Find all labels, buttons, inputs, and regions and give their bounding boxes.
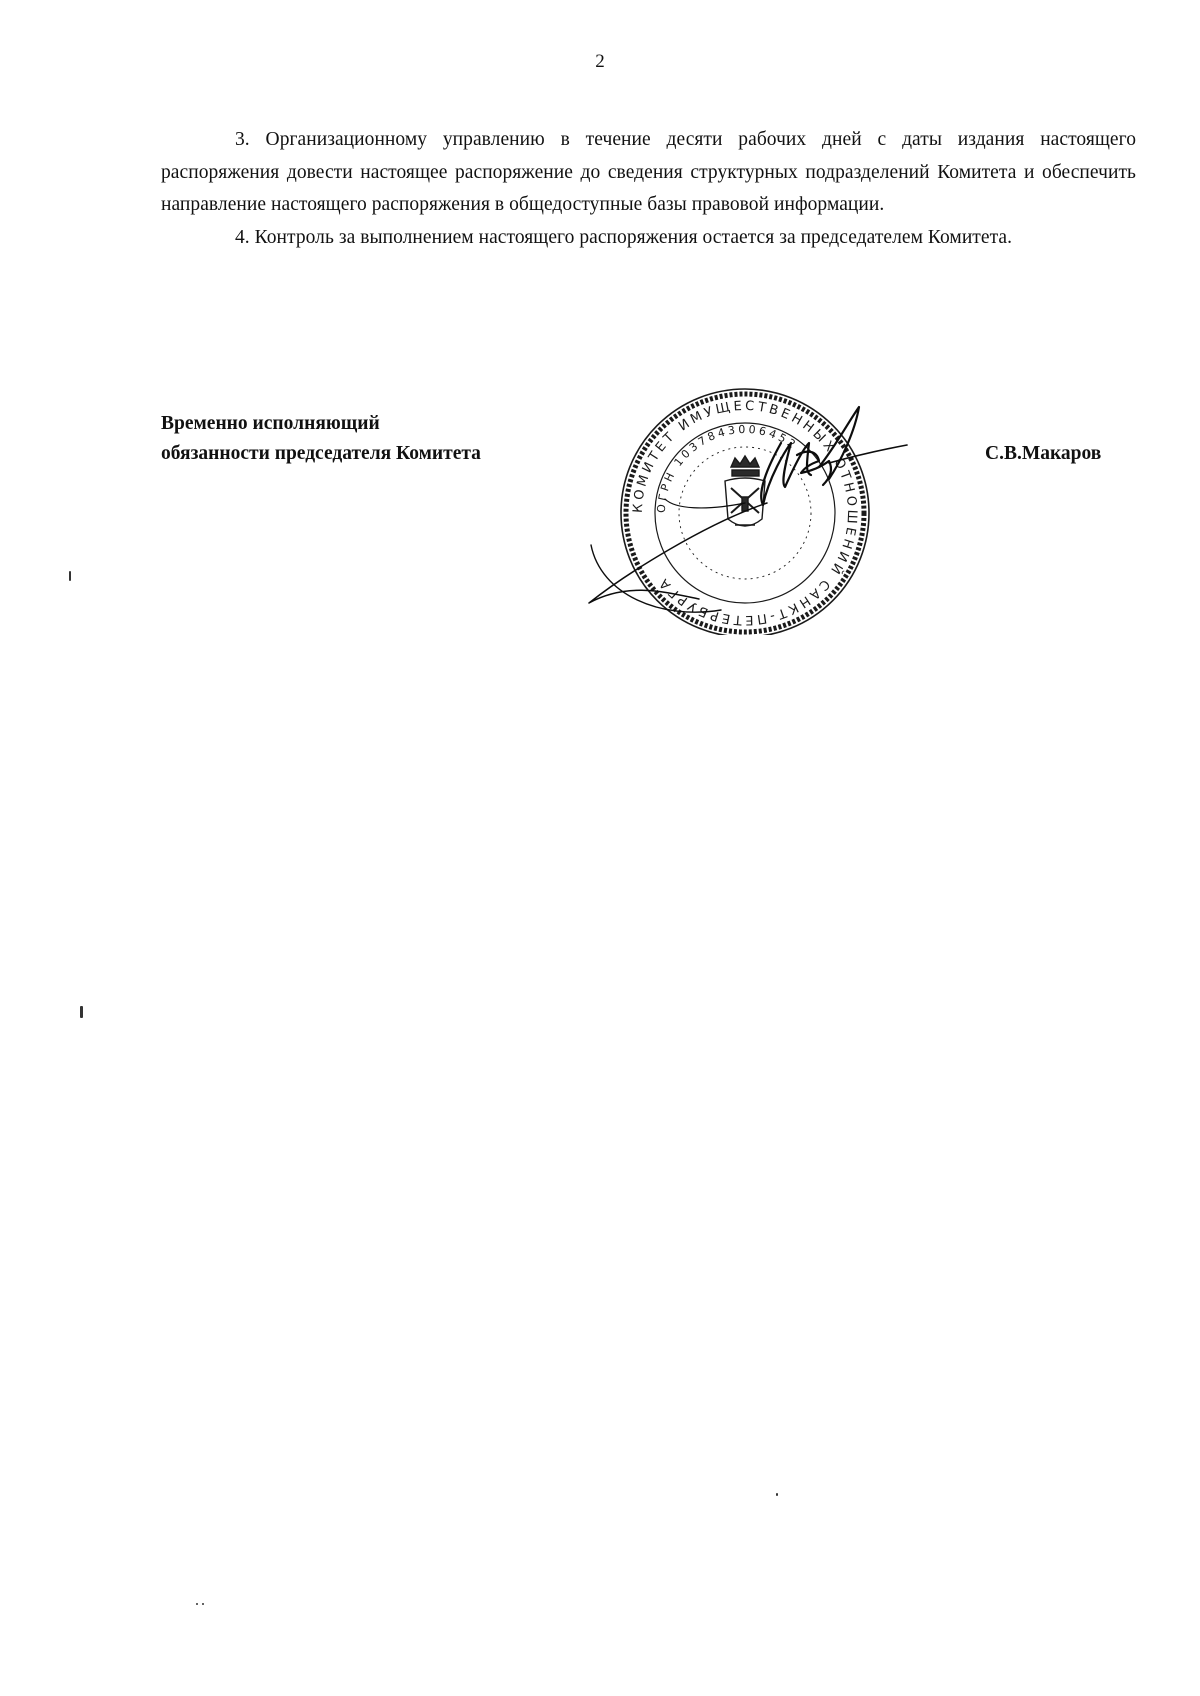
signatory-position-line-1: Временно исполняющий — [161, 413, 380, 434]
document-body — [161, 124, 1136, 254]
paragraph-4: 4. Контроль за выполнением настоящего распоряжения остается за председателем Комитета. — [235, 226, 1013, 248]
seal-outer-text: КОМИТЕТ ИМУЩЕСТВЕННЫХ ОТНОШЕНИЙ САНКТ-ПЕТЕРБУРГА — [630, 398, 860, 628]
scan-speck — [202, 1603, 204, 1605]
page-number: 2 — [595, 51, 605, 72]
seal-inner-text: ОГРН 1037843006452 — [654, 422, 801, 514]
scan-speck — [196, 1603, 198, 1605]
scan-speck — [80, 1006, 83, 1018]
official-seal-and-signature — [585, 385, 925, 635]
signatory-position-line-2: обязанности председателя Комитета — [161, 443, 481, 464]
signatory-position — [161, 409, 481, 469]
scan-speck — [776, 1493, 778, 1496]
signatory-name: С.В.Макаров — [985, 443, 1102, 464]
coat-of-arms-emblem — [725, 456, 765, 526]
paragraph-3: 3. Организационному управлению в течение десяти рабочих дней с даты издания настоящего распоряжения довести настоящее распоряжение до сведения структурных подразделений Комитета и обеспечить направление настоящего распоряжения в общедоступные базы правовой информации. — [161, 129, 1136, 215]
scan-speck — [69, 571, 71, 581]
